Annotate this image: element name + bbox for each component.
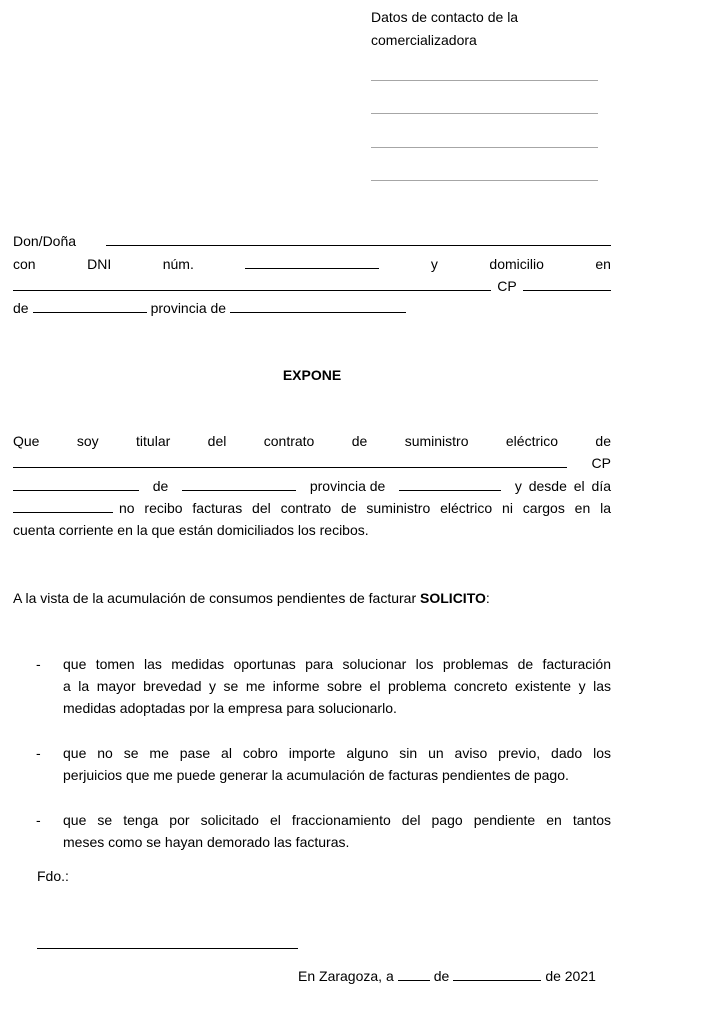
provincia-label: provincia de xyxy=(309,478,386,494)
dni-blank[interactable] xyxy=(245,254,379,269)
contact-line[interactable] xyxy=(371,113,598,114)
expone-line-1 xyxy=(13,430,611,452)
signature-label: Fdo.: xyxy=(37,868,69,884)
bullet-line: que se tenga por solicitado el fraccionamiento del pago pendiente en tantos xyxy=(63,812,611,828)
solicito-colon: : xyxy=(485,590,490,606)
contact-line[interactable] xyxy=(371,147,598,148)
city-blank[interactable] xyxy=(182,476,296,491)
de-label: de xyxy=(433,968,450,984)
contact-line[interactable] xyxy=(371,180,598,181)
expone-word: titular xyxy=(136,433,171,449)
en-word: en xyxy=(595,256,611,272)
applicant-address-row xyxy=(13,275,611,297)
solicito-paragraph xyxy=(13,587,611,609)
province-blank[interactable] xyxy=(230,298,406,313)
bullet-text xyxy=(63,742,611,786)
expone-word: contrato xyxy=(263,433,315,449)
bullet-text xyxy=(63,809,611,853)
expone-word: de xyxy=(351,433,368,449)
city-date-label: En Zaragoza, a xyxy=(298,968,394,984)
applicant-city-row xyxy=(13,297,611,319)
expone-word: del xyxy=(207,433,227,449)
bullet-line: que tomen las medidas oportunas para solucionar los problemas de facturación xyxy=(63,656,611,672)
bullet-line: perjuicios que me puede generar la acumulación de facturas pendientes de pago. xyxy=(63,767,569,783)
bullet-line: medidas adoptadas por la empresa para solucionarlo. xyxy=(63,700,397,716)
con-word: con xyxy=(13,256,36,272)
expone-line-4-text: no recibo facturas del contrato de suministro eléctrico ni cargos en la xyxy=(119,500,611,516)
cp-label: CP xyxy=(591,455,611,471)
date-blank[interactable] xyxy=(13,498,113,513)
cp-blank[interactable] xyxy=(523,276,611,291)
expone-word: soy xyxy=(76,433,99,449)
desde-label: y desde el día xyxy=(514,478,611,494)
bullet-text xyxy=(63,653,611,719)
expone-line-5: cuenta corriente en la que están domiciliados los recibos. xyxy=(13,522,369,538)
expone-line-3 xyxy=(13,475,611,497)
bullet-line: que no se me pase al cobro importe alguno sin un aviso previo, dado los xyxy=(63,745,611,761)
year-label: de 2021 xyxy=(545,968,596,984)
cp-blank[interactable] xyxy=(13,476,139,491)
supply-address-blank[interactable] xyxy=(13,453,567,468)
day-blank[interactable] xyxy=(398,966,430,981)
don-dona-label: Don/Doña xyxy=(13,233,77,249)
contact-line[interactable] xyxy=(371,80,598,81)
bullet-dash: - xyxy=(36,745,41,761)
address-blank[interactable] xyxy=(13,276,491,291)
applicant-name-row xyxy=(13,230,611,252)
dni-word: DNI xyxy=(87,256,112,272)
signature-line[interactable] xyxy=(37,948,298,949)
expone-word: suministro xyxy=(404,433,469,449)
date-line xyxy=(298,965,596,987)
bullet-dash: - xyxy=(36,812,41,828)
expone-word: eléctrico xyxy=(505,433,559,449)
applicant-dni-row xyxy=(13,253,611,275)
solicito-intro: A la vista de la acumulación de consumos pendientes de facturar xyxy=(13,590,417,606)
expone-line-4 xyxy=(13,497,611,519)
num-word: núm. xyxy=(162,256,194,272)
de-label: de xyxy=(13,300,29,316)
expone-line-2 xyxy=(13,452,611,474)
month-blank[interactable] xyxy=(453,966,541,981)
de-label: de xyxy=(152,478,169,494)
domicilio-word: domicilio xyxy=(489,256,544,272)
city-blank[interactable] xyxy=(33,298,147,313)
bullet-line: meses como se hayan demorado las facturas. xyxy=(63,834,350,850)
expone-word: Que xyxy=(13,433,40,449)
provincia-label: provincia de xyxy=(150,300,227,316)
contact-title: Datos de contacto de la comercializadora xyxy=(371,9,519,48)
province-blank[interactable] xyxy=(399,476,501,491)
name-blank[interactable] xyxy=(106,231,611,246)
solicito-keyword: SOLICITO xyxy=(420,590,486,606)
expone-heading: EXPONE xyxy=(282,367,342,383)
y-word: y xyxy=(430,256,438,272)
bullet-dash: - xyxy=(36,656,41,672)
cp-label: CP xyxy=(497,278,517,294)
bullet-line: a la mayor brevedad y se me informe sobre el problema concreto existente y las xyxy=(63,678,611,694)
expone-word: de xyxy=(595,433,611,449)
